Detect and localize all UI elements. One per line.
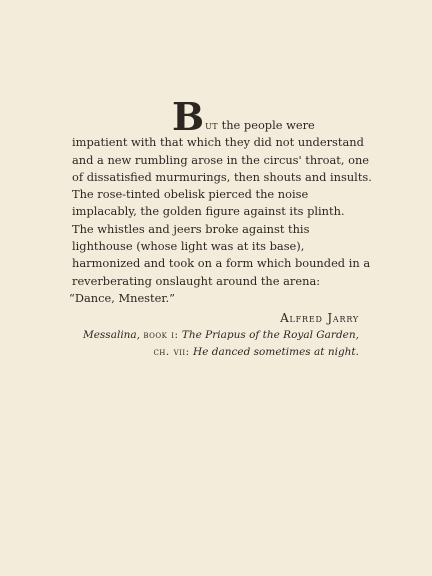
book-title: The Priapus of the Royal Garden, [181,329,359,341]
source-line-2 [59,344,359,361]
chapter-label: ch. vii: [153,346,190,358]
paragraph-1-text: the people were impatient with that which they did not understand and a new rumbling arose in the circus' throat, one of dissatisfied murmurings, then shouts and insults. [72,118,372,184]
paragraph-1 [72,94,372,186]
book-label: book i: [143,329,179,341]
quoted-line: “Dance, Mnester.” [69,290,175,305]
paragraph-lead-smallcaps: ut [205,118,219,132]
passage-text [69,94,372,307]
work-title: Messalina, [82,329,141,341]
attribution [59,310,359,361]
paragraph-3: The whistles and jeers broke against this lighthouse (whose light was at its base), harmonized and took on a form which bounded in a reverberating onslaught around the arena: [72,221,371,288]
author-name: Alfred Jarry [280,311,359,325]
chapter-title: He danced sometimes at night. [193,346,359,358]
paragraph-2: The rose-tinted obelisk pierced the noise implacably, the golden figure against its plinth. [72,187,345,219]
drop-cap: B [172,94,205,139]
source-line-1 [59,327,359,344]
